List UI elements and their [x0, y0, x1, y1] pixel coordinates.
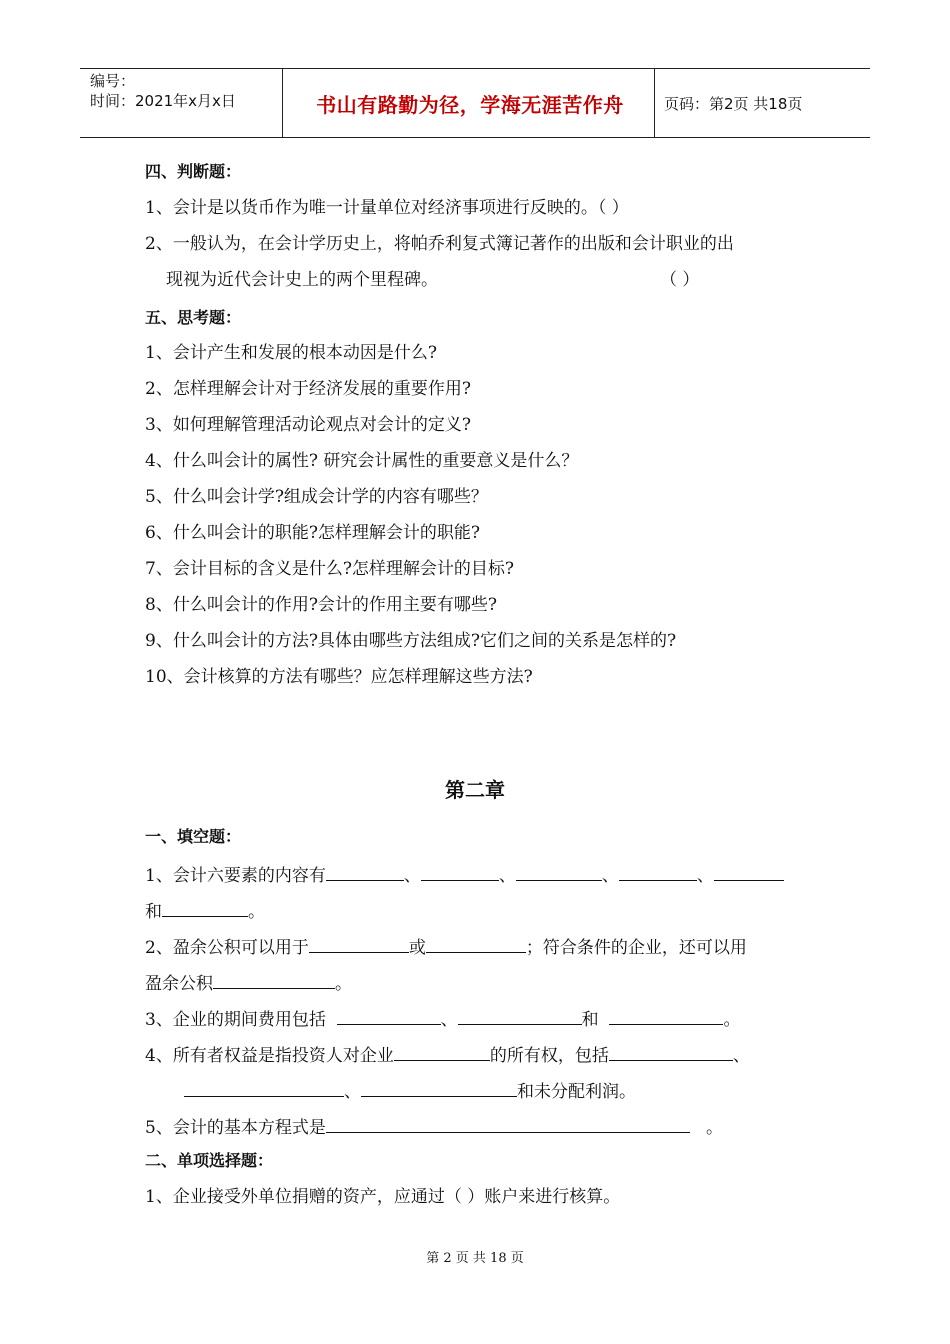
question-text: 的所有权，包括: [489, 1046, 609, 1066]
fill-question-4: [145, 1042, 750, 1067]
answer-blank[interactable]: [609, 1042, 733, 1061]
separator: 、: [440, 1010, 458, 1030]
page-footer: 第 2 页 共 18 页: [426, 1251, 524, 1266]
fill-question-4-cont: [184, 1078, 636, 1103]
separator: 、: [403, 866, 421, 886]
answer-blank[interactable]: [609, 1006, 723, 1025]
question-text: ；符合条件的企业，还可以用: [525, 938, 747, 958]
judge-question-2-cont: 现视为近代会计史上的两个里程碑。: [166, 270, 438, 290]
answer-blank[interactable]: [326, 862, 404, 881]
answer-blank[interactable]: [421, 862, 499, 881]
header-divider: [654, 69, 655, 137]
header-meta: [90, 71, 236, 111]
choice-question-1: 1、企业接受外单位捐赠的资产，应通过（ ）账户来进行核算。: [145, 1187, 621, 1207]
think-question: 7、会计目标的含义是什么?怎样理解会计的目标?: [145, 559, 515, 579]
answer-blank[interactable]: [213, 970, 335, 989]
chapter-title: 第二章: [445, 778, 505, 802]
fill-question-1: [145, 862, 784, 887]
think-question: 9、什么叫会计的方法?具体由哪些方法组成?它们之间的关系是怎样的?: [145, 631, 677, 651]
answer-blank[interactable]: [394, 1042, 490, 1061]
question-text: 和: [145, 902, 162, 922]
period: 。: [706, 1118, 724, 1138]
question-text: 或: [408, 938, 426, 958]
think-question: 6、什么叫会计的职能?怎样理解会计的职能?: [145, 523, 481, 543]
answer-blank[interactable]: [162, 898, 248, 917]
question-text: 3、企业的期间费用包括: [145, 1010, 326, 1030]
think-question: 3、如何理解管理活动论观点对会计的定义?: [145, 415, 471, 435]
separator: 、: [696, 866, 714, 886]
question-text: 5、会计的基本方程式是: [145, 1118, 326, 1138]
answer-blank[interactable]: [426, 934, 526, 953]
separator: 、: [732, 1046, 750, 1066]
judge-question-1: 1、会计是以货币作为唯一计量单位对经济事项进行反映的。（ ）: [145, 198, 629, 218]
section-title: 五、思考题：: [145, 308, 242, 327]
period: 。: [248, 902, 265, 922]
section-title: 二、单项选择题：: [145, 1151, 274, 1170]
question-text: 4、所有者权益是指投资人对企业: [145, 1046, 394, 1066]
fill-question-3: [145, 1006, 740, 1031]
fill-question-1-cont: [145, 898, 265, 923]
separator: 、: [498, 866, 516, 886]
separator: 、: [601, 866, 619, 886]
fill-question-2-cont: [145, 970, 352, 995]
think-question: 2、怎样理解会计对于经济发展的重要作用?: [145, 379, 471, 399]
fill-question-2: [145, 934, 747, 959]
answer-blank[interactable]: [714, 862, 784, 881]
header-page-info: 页码：第2页 共18页: [664, 95, 803, 113]
separator: 、: [344, 1082, 361, 1102]
question-text: 和未分配利润。: [517, 1082, 636, 1102]
answer-blank[interactable]: [326, 1114, 690, 1133]
period: 。: [335, 974, 352, 994]
answer-parens: （ ）: [660, 270, 700, 290]
question-text: 盈余公积: [145, 974, 213, 994]
period: 。: [723, 1010, 741, 1030]
question-text: 2、盈余公积可以用于: [145, 938, 309, 958]
answer-blank[interactable]: [309, 934, 409, 953]
answer-blank[interactable]: [184, 1078, 344, 1097]
question-text: 1、会计六要素的内容有: [145, 866, 326, 886]
think-question: 10、会计核算的方法有哪些？应怎样理解这些方法?: [145, 667, 533, 687]
think-question: 4、什么叫会计的属性? 研究会计属性的重要意义是什么？: [145, 451, 579, 471]
answer-blank[interactable]: [458, 1006, 582, 1025]
answer-blank[interactable]: [337, 1006, 441, 1025]
answer-blank[interactable]: [619, 862, 697, 881]
time-label: 时间：2021年x月x日: [90, 92, 236, 110]
judge-question-2: 2、一般认为，在会计学历史上，将帕乔利复式簿记著作的出版和会计职业的出: [145, 234, 734, 254]
answer-blank[interactable]: [516, 862, 602, 881]
fill-question-5: [145, 1114, 723, 1139]
header-motto: 书山有路勤为径，学海无涯苦作舟: [316, 93, 624, 117]
think-question: 1、会计产生和发展的根本动因是什么?: [145, 343, 437, 363]
answer-blank[interactable]: [361, 1078, 517, 1097]
question-text: 和: [581, 1010, 599, 1030]
section-title: 一、填空题：: [145, 827, 242, 846]
number-label: 编号：: [90, 72, 136, 90]
think-question: 5、什么叫会计学?组成会计学的内容有哪些？: [145, 487, 488, 507]
header-divider: [282, 69, 283, 137]
think-question: 8、什么叫会计的作用?会计的作用主要有哪些?: [145, 595, 498, 615]
page-header: [80, 68, 870, 138]
section-title: 四、判断题：: [145, 162, 242, 181]
